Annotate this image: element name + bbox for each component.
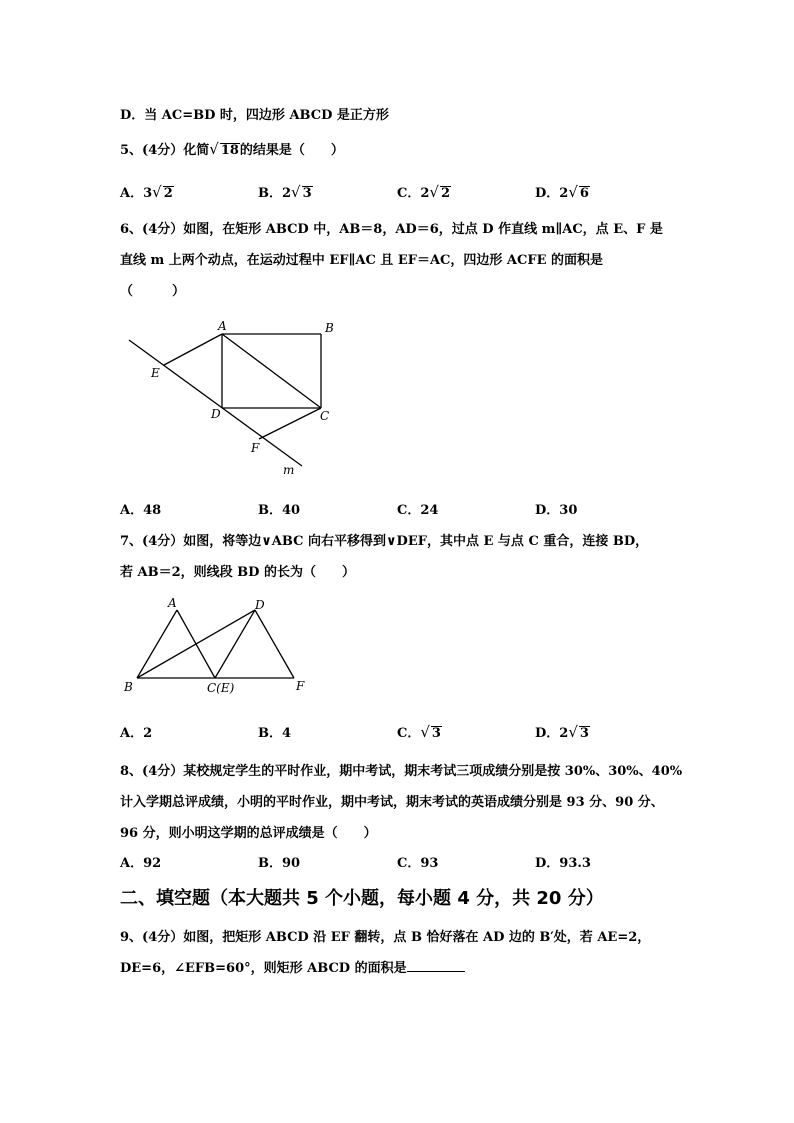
q6-option-c: C．24 [397, 503, 439, 518]
label-A: A [168, 596, 177, 610]
q7-option-a: A．2 [120, 726, 153, 741]
sqrt-symbol: √ [568, 183, 578, 201]
q7-option-b: B．4 [258, 726, 292, 741]
label-D: D [211, 407, 221, 421]
q8-stem-line1: 8、(4分）某校规定学生的平时作业，期中考试，期末考试三项成绩分别是按 30%、30%、40% [120, 764, 683, 779]
label-B: B [325, 321, 334, 335]
q5-option-c-label: C．2 [397, 186, 430, 201]
label-m: m [283, 463, 295, 477]
label-CE: C(E) [207, 681, 235, 695]
label-A: A [218, 319, 227, 333]
q5-radicand: 18 [220, 143, 239, 158]
q8-stem-line3: 96 分，则小明这学期的总评成绩是（ ） [120, 826, 377, 841]
q8-option-b: B．90 [258, 856, 301, 871]
q7-option-d-radicand: 3 [579, 726, 589, 741]
q4-option-d: D．当 AC=BD 时，四边形 ABCD 是正方形 [120, 108, 389, 123]
sqrt-symbol: √ [209, 140, 219, 158]
q6-option-d: D．30 [535, 503, 578, 518]
q5-stem-tail: 的结果是（ ） [239, 143, 344, 158]
segment-bd [137, 610, 255, 678]
label-F: F [296, 679, 305, 693]
q7-option-c [397, 722, 442, 741]
sqrt-symbol: √ [152, 183, 162, 201]
q7-stem-line1: 7、(4分）如图，将等边∨ABC 向右平移得到∨DEF，其中点 E 与点 C 重合，连接 BD， [120, 534, 649, 549]
segment-de [215, 610, 255, 678]
q6-stem-line1: 6、(4分）如图，在矩形 ABCD 中，AB＝8，AD＝6，过点 D 作直线 m∥AC，点 E、F 是 [120, 222, 663, 237]
segment-df [255, 610, 294, 678]
sqrt-symbol: √ [568, 723, 578, 741]
q9-stem-line1: 9、(4分）如图，把矩形 ABCD 沿 EF 翻转，点 B 恰好落在 AD 边的 B′处，若 AE=2， [120, 930, 651, 945]
q6-option-b: B．40 [258, 503, 301, 518]
q5-option-d-radicand: 6 [579, 186, 589, 201]
section-heading-fill-in: 二、填空题（本大题共 5 个小题，每小题 4 分，共 20 分） [120, 888, 604, 909]
q6-stem-line3: （ ） [120, 284, 186, 299]
q5-option-d-label: D．2 [535, 186, 569, 201]
q5-stem-text: 5、(4分）化简 [120, 143, 210, 158]
answer-blank [407, 959, 465, 972]
q8-stem-line2: 计入学期总评成绩，小明的平时作业，期中考试，期末考试的英语成绩分别是 93 分、90 分、 [120, 795, 664, 810]
q7-option-d [535, 722, 590, 741]
q8-option-a: A．92 [120, 856, 162, 871]
q6-stem-line2: 直线 m 上两个动点，在运动过程中 EF∥AC 且 EF＝AC，四边形 ACFE 的面积是 [120, 253, 604, 268]
q5-option-c-radicand: 2 [440, 186, 451, 201]
q9-stem-line2 [120, 957, 465, 976]
label-F: F [251, 441, 260, 455]
label-D: D [255, 598, 265, 612]
label-B: B [124, 680, 133, 694]
sqrt-symbol: √ [291, 183, 301, 201]
segment-ab [137, 610, 177, 678]
q5-option-b-radicand: 3 [302, 186, 312, 201]
q7-stem-line2: 若 AB＝2，则线段 BD 的长为（ ） [120, 565, 355, 580]
sqrt-symbol: √ [420, 723, 430, 741]
q8-option-c: C．93 [397, 856, 439, 871]
label-E: E [151, 366, 160, 380]
q9-stem-line2-text: DE=6，∠EFB=60°，则矩形 ABCD 的面积是 [120, 961, 407, 976]
q7-option-c-radicand: 3 [431, 726, 441, 741]
label-C: C [320, 409, 330, 423]
q7-option-d-label: D．2 [535, 726, 569, 741]
q5-option-a-label: A．3 [120, 186, 153, 201]
q7-option-c-label: C． [397, 726, 421, 741]
q5-option-a-radicand: 2 [163, 186, 173, 201]
q5-option-b-label: B．2 [258, 186, 292, 201]
sqrt-symbol: √ [429, 183, 439, 201]
q6-option-a: A．48 [120, 503, 162, 518]
q8-option-d: D．93.3 [535, 856, 591, 871]
